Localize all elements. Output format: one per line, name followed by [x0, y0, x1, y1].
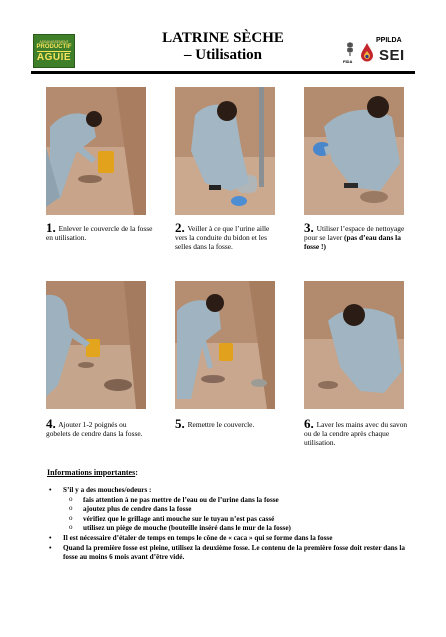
photo-remove-lid: [46, 87, 146, 215]
step-text: Laver les mains avec du savon ou de la cendre après chaque utilisation.: [304, 420, 408, 447]
step-text: Ajouter 1-2 poignés ou gobelets de cendre dans la fosse.: [46, 420, 143, 438]
ppilda-label: PPILDA: [376, 37, 402, 44]
logo-line-1: ASSAINISSEMENT: [39, 39, 69, 44]
header-divider: [31, 71, 415, 74]
list-item: • Quand la première fosse est pleine, utilisez la deuxième fosse. Le contenu de la première fosse doit rester dans la fosse au moins 6 mois avant d’être vidé.: [47, 544, 417, 563]
info-heading: [47, 468, 138, 477]
step-number: 3.: [304, 220, 314, 235]
step-text: Utiliser l’espace de nettoyage pour se laver: [304, 224, 405, 242]
list-item: o fais attention à ne pas mettre de l’eau ou de l’urine dans la fosse: [47, 496, 417, 506]
logo-line-2: PRODUCTIF: [36, 43, 72, 50]
step-number: 1.: [46, 220, 56, 235]
info-heading-colon: :: [135, 468, 138, 477]
caption-step-4: [46, 416, 150, 438]
step-text: Enlever le couvercle de la fosse en utilisation.: [46, 224, 153, 242]
partner-logos: [343, 37, 413, 67]
photo-step-4: [46, 281, 146, 409]
list-item: • S’il y a des mouches/odeurs :: [47, 486, 417, 496]
page-title: LATRINE SÈCHE: [162, 30, 284, 46]
step-number: 6.: [304, 416, 314, 431]
step-text: Remettre le couvercle.: [187, 420, 255, 429]
info-list: [47, 486, 417, 563]
photo-step-3: [304, 87, 404, 215]
photo-wash-area: [304, 87, 404, 215]
ifad-label: FIDA: [343, 59, 353, 64]
caption-step-6: [304, 416, 408, 447]
sei-logo: SEI: [379, 47, 405, 64]
step-warning: (pas d’eau dans la fosse !): [304, 233, 401, 251]
ppilda-drop-icon: [359, 42, 375, 62]
page-subtitle: – Utilisation: [184, 47, 262, 63]
photo-squat: [175, 87, 275, 215]
step-number: 2.: [175, 220, 185, 235]
photo-step-6: [304, 281, 404, 409]
ifad-wheat-icon: [346, 40, 354, 56]
caption-step-1: [46, 220, 158, 242]
list-item: o ajoutez plus de cendre dans la fosse: [47, 505, 417, 515]
info-heading-text: Informations importantes: [47, 468, 136, 477]
photo-replace-lid: [175, 281, 275, 409]
ifad-logo: [343, 40, 357, 66]
caption-step-3: [304, 220, 410, 251]
logo-line-3: AGUIE: [36, 51, 72, 63]
photo-wash-hands: [304, 281, 404, 409]
step-text: Veiller à ce que l’urine aille vers la conduite du bidon et les selles dans la fosse.: [175, 224, 270, 251]
step-number: 4.: [46, 416, 56, 431]
photo-step-5: [175, 281, 275, 409]
list-item: o vérifiez que le grillage anti mouche sur le tuyau n’est pas cassé: [47, 515, 417, 525]
caption-step-2: [175, 220, 279, 251]
photo-add-ash: [46, 281, 146, 409]
list-item: • Il est nécessaire d’étaler de temps en temps le cône de « caca » qui se forme dans la fosse: [47, 534, 417, 544]
photo-step-2: [175, 87, 275, 215]
list-item: o utilisez un piège de mouche (bouteille inséré dans le mur de la fosse): [47, 524, 417, 534]
photo-step-1: [46, 87, 146, 215]
step-number: 5.: [175, 416, 185, 431]
caption-step-5: [175, 416, 287, 431]
